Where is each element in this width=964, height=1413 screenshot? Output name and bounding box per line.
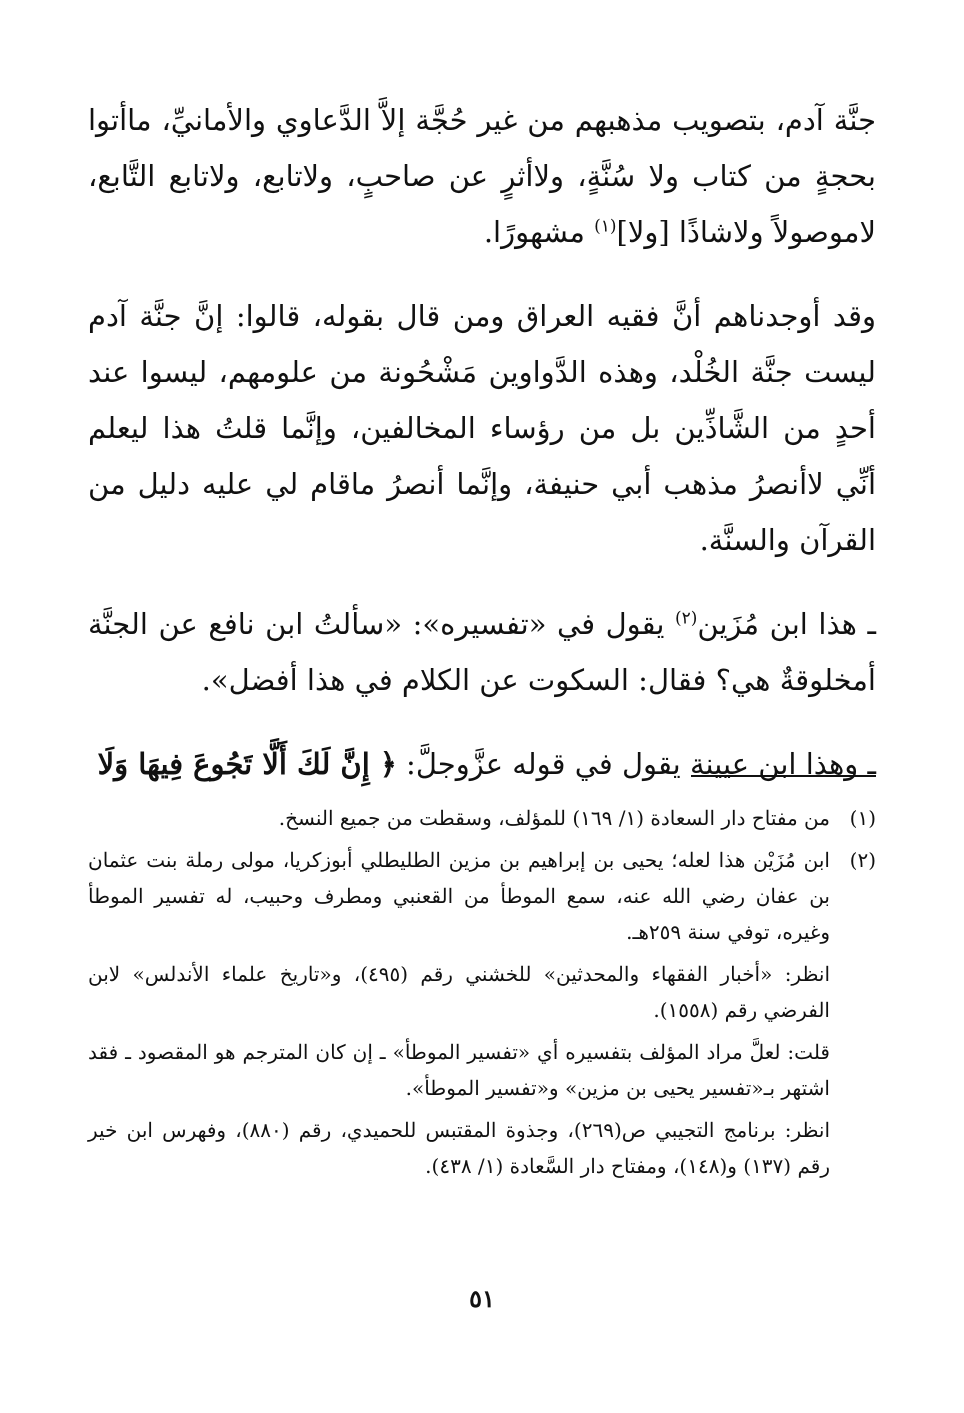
footnote-2-text-3: قلت: لعلَّ مراد المؤلف بتفسيره أي «تفسير الموطأ» ـ إن كان المترجم هو المقصود ـ فقد اشتهر بـ«تفسير يحيى بن مزين» و«تفسير الموطأ». bbox=[88, 1040, 830, 1100]
footnote-2-text-4: انظر: برنامج التجيبي ص(٢٦٩)، وجذوة المقتبس للحميدي، رقم (٨٨٠)، وفهرس ابن خير رقم (١٣٧) و(١٤٨)، ومفتاح دار السَّعادة (١/ ٤٣٨). bbox=[88, 1118, 831, 1178]
footnote-2-text-1: ابن مُزَيْن هذا لعله؛ يحيى بن إبراهيم بن مزين الطليطلي أبوزكريا، مولى رملة بنت عثمان بن عفان رضي الله عنه، سمع الموطأ من القعنبي ومطرف وحبيب، له تفسير الموطأ وغيره، توفي سنة ٢٥٩هـ. bbox=[88, 848, 830, 944]
paragraph-3-text: ـ هذا ابن مُزَين bbox=[697, 607, 877, 641]
footnote-2-number: (٢) bbox=[849, 848, 876, 872]
paragraph-1-text: جنَّة آدم، بتصويب مذهبهم من غير حُجَّة إلاَّ الدَّعاوي والأمانيِّ، ماأتوا بحجةٍ من كتاب ولا سُنَّةٍ، ولاأثرٍ عن صاحبٍ، ولاتابع، ولاتابع التَّابع، لاموصولاً ولاشاذًا [ولا] bbox=[88, 103, 876, 249]
paragraph-3-text-end: يقول في «تفسيره»: «سألتُ ابن نافع عن الجنَّة أمخلوقةٌ هي؟ فقال: السكوت عن الكلام في هذا أفضل». bbox=[88, 607, 876, 697]
footnote-ref-2[interactable]: (٢) bbox=[674, 608, 698, 629]
quran-verse: ﴿ إِنَّ لَكَ أَلَّا تَجُوعَ فِيهَا وَلَا bbox=[97, 747, 397, 781]
footnote-2-text-2: انظر: «أخبار الفقهاء والمحدثين» للخشني رقم (٤٩٥)، و«تاريخ علماء الأندلس» لابن الفرضي رقم (١٥٥٨). bbox=[88, 962, 830, 1022]
paragraph-2: وقد أوجدناهم أنَّ فقيه العراق ومن قال بقوله، قالوا: إنَّ جنَّة آدم ليست جنَّة الخُلْد، وهذه الدَّواوين مَشْحُونة من علومهم، ليسوا عند أحدٍ من الشَّاذِّين بل من رؤساء المخالفين، وإنَّما قلتُ هذا ليعلم أنِّي لاأنصرُ مذهب أبي حنيفة، وإنَّما أنصرُ ماقام لي عليه دليل من القرآن والسنَّة. bbox=[88, 299, 876, 557]
paragraph-3 bbox=[88, 596, 876, 708]
footnote-1-number: (١) bbox=[849, 806, 876, 830]
footnote-1 bbox=[88, 800, 876, 842]
footnote-1-text: من مفتاح دار السعادة (١/ ١٦٩) للمؤلف، وسقطت من جميع النسخ. bbox=[278, 806, 830, 830]
footnote-2 bbox=[88, 842, 876, 1190]
footnote-separator bbox=[691, 775, 876, 777]
paragraph-1-text-end: مشهورًا. bbox=[483, 215, 595, 249]
footnote-ref-1[interactable]: (١) bbox=[594, 216, 617, 237]
footnote-2-body bbox=[88, 842, 830, 1190]
paragraph-4-text: ـ وهذا ابن عيينة يقول في قوله عزَّوجلَّ: bbox=[396, 747, 876, 781]
paragraph-1 bbox=[88, 92, 876, 260]
main-text bbox=[88, 92, 876, 792]
page-number: ٥١ bbox=[469, 1284, 495, 1313]
paragraph-4 bbox=[88, 736, 876, 792]
footnotes bbox=[88, 800, 876, 1190]
footnote-1-body bbox=[88, 800, 830, 842]
